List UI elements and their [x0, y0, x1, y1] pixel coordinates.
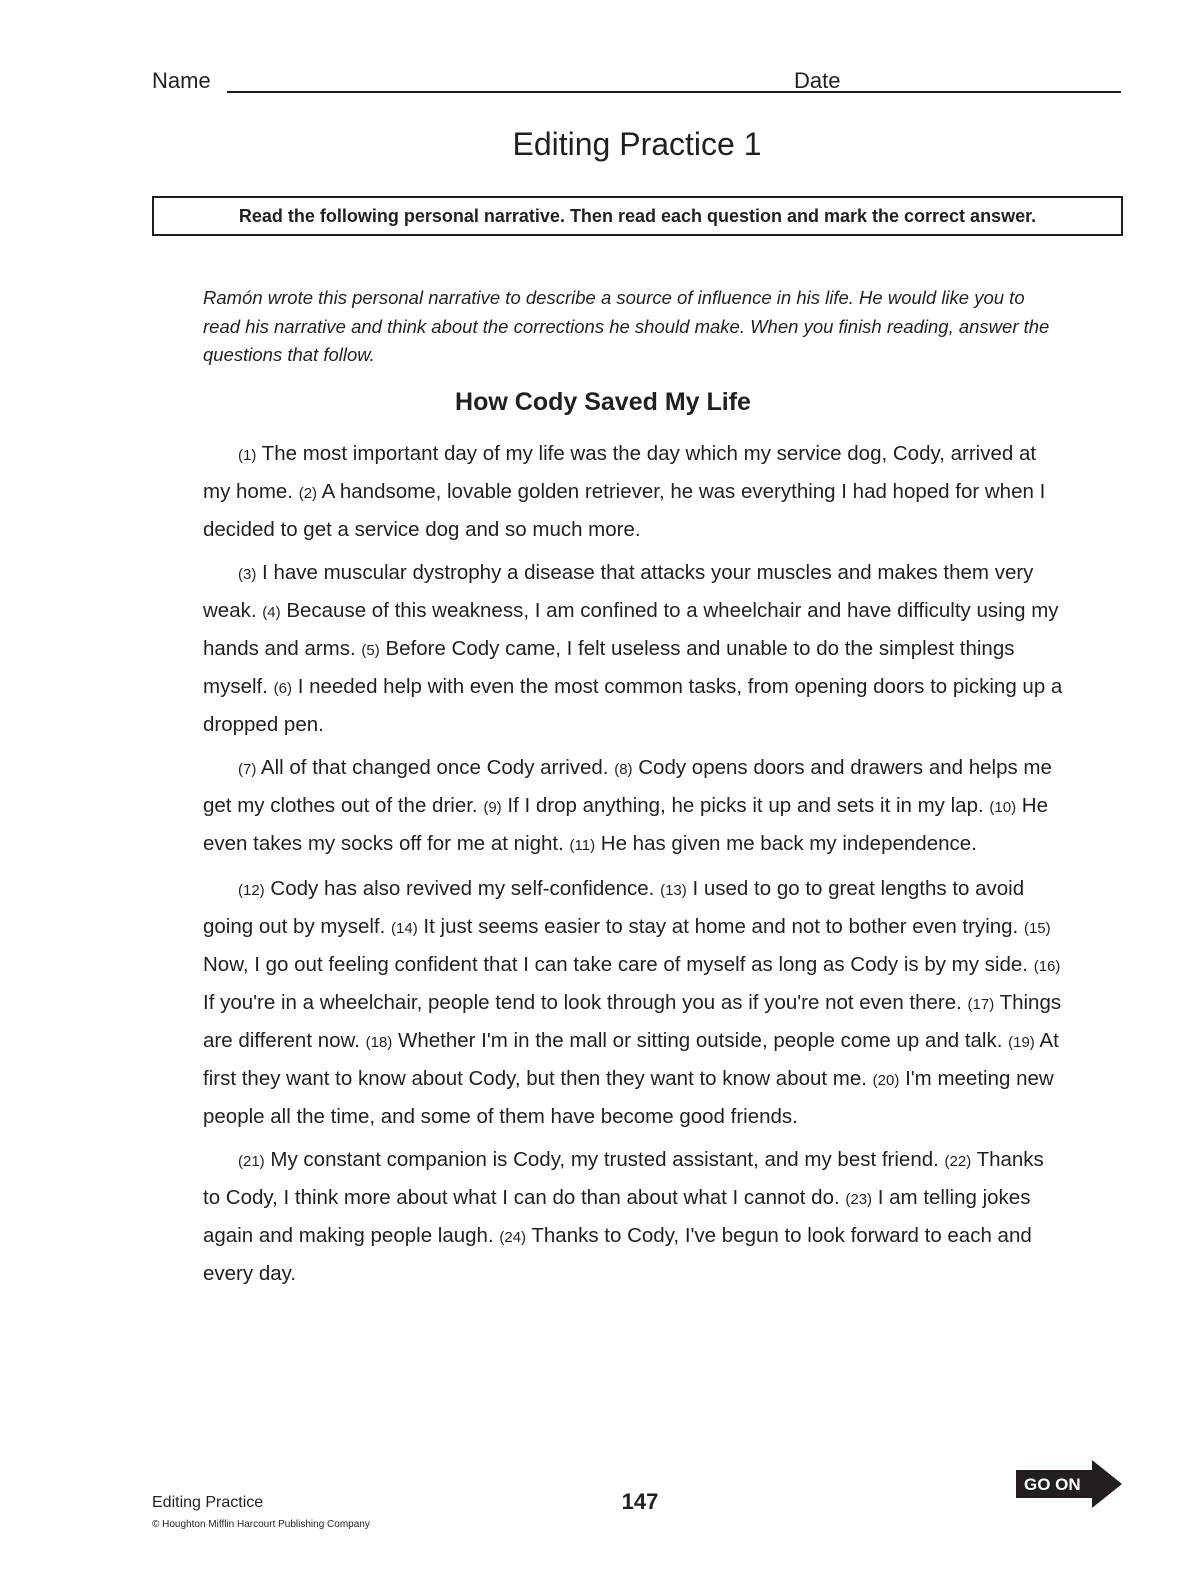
sentence-text: If I drop anything, he picks it up and sets it in my lap. [507, 794, 984, 817]
date-input-line[interactable] [849, 91, 1121, 93]
sentence-text: All of that changed once Cody arrived. [260, 756, 609, 779]
sentence-number: (16) [1033, 958, 1061, 975]
story-body [203, 436, 1063, 1299]
copyright-notice: © Houghton Mifflin Harcourt Publishing Company [152, 1519, 370, 1530]
sentence-number: (7) [238, 761, 257, 778]
page-title: Editing Practice 1 [512, 126, 762, 162]
sentence-number: (2) [298, 485, 318, 502]
sentence-number: (8) [614, 761, 633, 778]
sentence-number: (12) [238, 882, 265, 899]
sentence-text: Thanks to Cody, I think more about what I can do than about what I cannot do. [203, 1148, 1044, 1209]
sentence-number: (4) [262, 604, 281, 621]
date-label: Date [794, 68, 841, 93]
sentence-text: I needed help with even the most common tasks, from opening doors to picking up a dropped pen. [203, 675, 1063, 736]
sentence-number: (14) [391, 920, 418, 937]
sentence-number: (10) [989, 799, 1017, 816]
sentence-number: (5) [361, 642, 380, 659]
story-paragraph [203, 750, 1063, 864]
sentence-text: He has given me back my independence. [600, 832, 977, 855]
go-on-button[interactable] [1016, 1460, 1124, 1508]
sentence-number: (3) [238, 566, 257, 583]
sentence-text: My constant companion is Cody, my trusted assistant, and my best friend. [270, 1148, 939, 1171]
sentence-text: He even takes my socks off for me at night. [203, 794, 1048, 855]
sentence-number: (20) [872, 1072, 900, 1089]
sentence-text: Because of this weakness, I am confined to a wheelchair and have difficulty using my hands and arms. [203, 599, 1059, 660]
story-paragraph [203, 555, 1063, 743]
instruction-box [152, 196, 1123, 236]
sentence-text: Things are different now. [203, 991, 1062, 1052]
sentence-number: (24) [499, 1229, 527, 1246]
footer-label: Editing Practice [152, 1494, 264, 1511]
story-paragraph [203, 871, 1063, 1135]
sentence-text: If you're in a wheelchair, people tend to look through you as if you're not even there. [203, 991, 962, 1014]
sentence-number: (18) [365, 1034, 393, 1051]
sentence-number: (19) [1008, 1034, 1035, 1051]
sentence-number: (9) [483, 799, 502, 816]
story-title: How Cody Saved My Life [455, 388, 751, 416]
name-date-row [152, 64, 1122, 96]
story-paragraph [203, 1142, 1063, 1292]
sentence-number: (6) [273, 680, 292, 697]
go-on-label: GO ON [1024, 1475, 1081, 1494]
sentence-text: Thanks to Cody, I've begun to look forward to each and every day. [203, 1224, 1032, 1285]
sentence-text: A handsome, lovable golden retriever, he was everything I had hoped for when I decided to get a service dog and so much more. [203, 480, 1046, 541]
story-paragraph [203, 436, 1063, 548]
intro-paragraph: Ramón wrote this personal narrative to describe a source of influence in his life. He would like you to read his narrative and think about the corrections he should make. When you finish reading, answer the questions that follow. [203, 287, 1050, 365]
sentence-text: Now, I go out feeling confident that I can take care of myself as long as Cody is by my side. [203, 953, 1028, 976]
sentence-number: (22) [944, 1153, 972, 1170]
sentence-text: I am telling jokes again and making people laugh. [203, 1186, 1031, 1247]
sentence-number: (21) [238, 1153, 265, 1170]
sentence-number: (11) [569, 837, 596, 854]
sentence-text: I have muscular dystrophy a disease that attacks your muscles and makes them very weak. [203, 561, 1034, 622]
instruction-text: Read the following personal narrative. Then read each question and mark the correct answer. [238, 205, 1037, 226]
sentence-text: The most important day of my life was the day which my service dog, Cody, arrived at my home. [203, 442, 1037, 503]
sentence-text: Whether I'm in the mall or sitting outside, people come up and talk. [398, 1029, 1003, 1052]
sentence-text: At first they want to know about Cody, but then they want to know about me. [203, 1029, 1059, 1090]
sentence-text: It just seems easier to stay at home and not to bother even trying. [423, 915, 1019, 938]
sentence-text: Cody opens doors and drawers and helps me get my clothes out of the drier. [203, 756, 1052, 817]
sentence-text: I used to go to great lengths to avoid going out by myself. [203, 877, 1025, 938]
sentence-number: (15) [1023, 920, 1051, 937]
sentence-number: (1) [238, 447, 257, 464]
sentence-text: Before Cody came, I felt useless and unable to do the simplest things myself. [203, 637, 1015, 698]
sentence-number: (23) [845, 1191, 873, 1208]
page-number: 147 [621, 1489, 659, 1514]
sentence-number: (17) [967, 996, 995, 1013]
name-label: Name [152, 68, 211, 93]
sentence-text: Cody has also revived my self-confidence. [270, 877, 655, 900]
sentence-number: (13) [660, 882, 687, 899]
sentence-text: I'm meeting new people all the time, and some of them have become good friends. [203, 1067, 1054, 1128]
